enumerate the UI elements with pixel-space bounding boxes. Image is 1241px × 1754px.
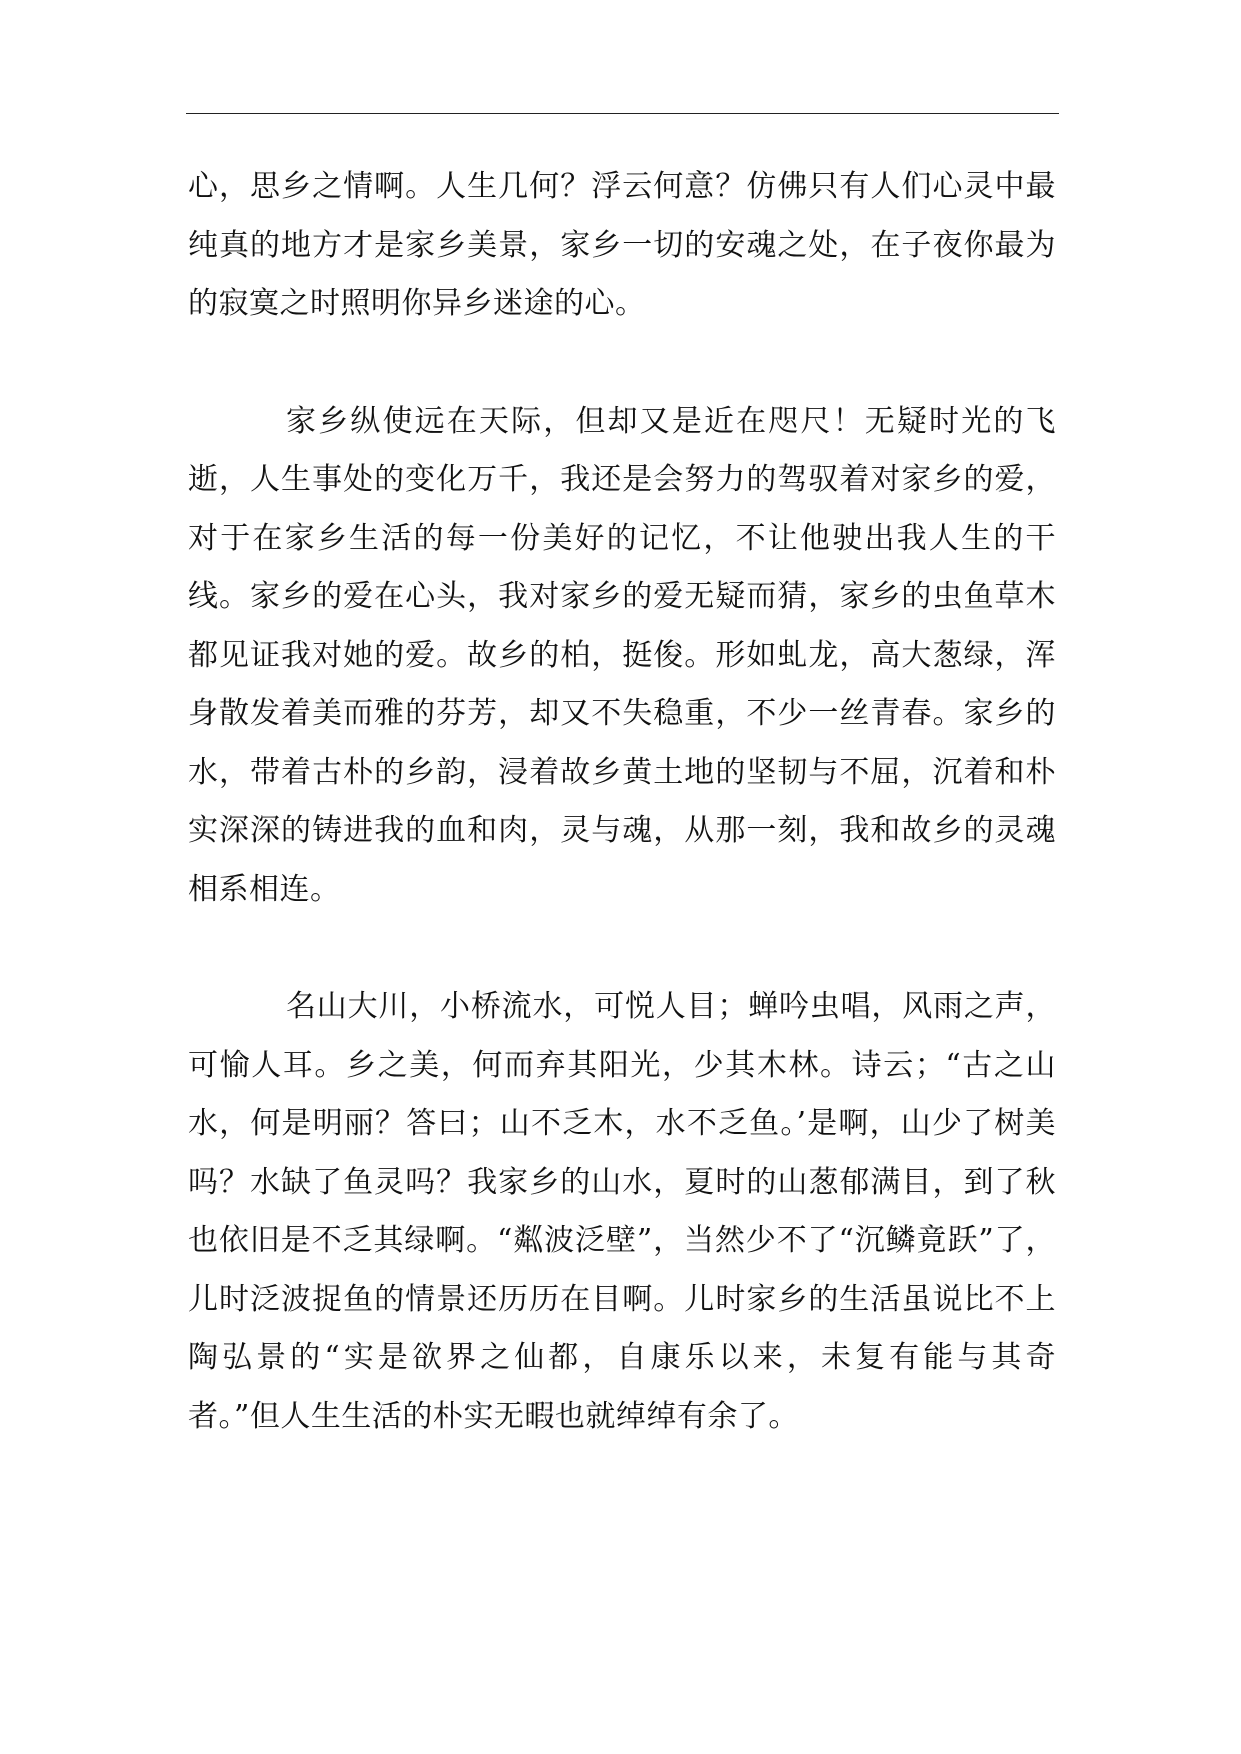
paragraph-continuation: 心，思乡之情啊。人生几何？浮云何意？仿佛只有人们心灵中最纯真的地方才是家乡美景，家乡一切的安魂之处，在子夜你最为的寂寞之时照明你异乡迷途的心。 [188,169,1056,321]
paragraph-hometown-love: 家乡纵使远在天际，但却又是近在咫尺！无疑时光的飞逝，人生事处的变化万千，我还是会努力的驾驭着对家乡的爱，对于在家乡生活的每一份美好的记忆，不让他驶出我人生的干线。家乡的爱在心头，我对家乡的爱无疑而猜，家乡的虫鱼草木都见证我对她的爱。故乡的柏，挺俊。形如虬龙，高大葱绿，浑身散发着美而雅的芬芳，却又不失稳重，不少一丝青春。家乡的水，带着古朴的乡韵，浸着故乡黄土地的坚韧与不屈，沉着和朴实深深的铸进我的血和肉，灵与魂，从那一刻，我和故乡的灵魂相系相连。 [188,403,1056,907]
paragraph-mountains-rivers: 名山大川，小桥流水，可悦人目；蝉吟虫唱，风雨之声，可愉人耳。乡之美，何而弃其阳光，少其木林。诗云；“古之山水，何是明丽？答曰；山不乏木，水不乏鱼。’是啊，山少了树美吗？水缺了鱼灵吗？我家乡的山水，夏时的山葱郁满目，到了秋也依旧是不乏其绿啊。“粼波泛壁”，当然少不了“沉鳞竟跃”了，儿时泛波捉鱼的情景还历历在目啊。儿时家乡的生活虽说比不上陶弘景的“实是欲界之仙都，自康乐以来，未复有能与其奇者。”但人生生活的朴实无暇也就绰绰有余了。 [188,989,1056,1434]
header-rule [186,113,1059,114]
document-body [188,158,1056,1446]
